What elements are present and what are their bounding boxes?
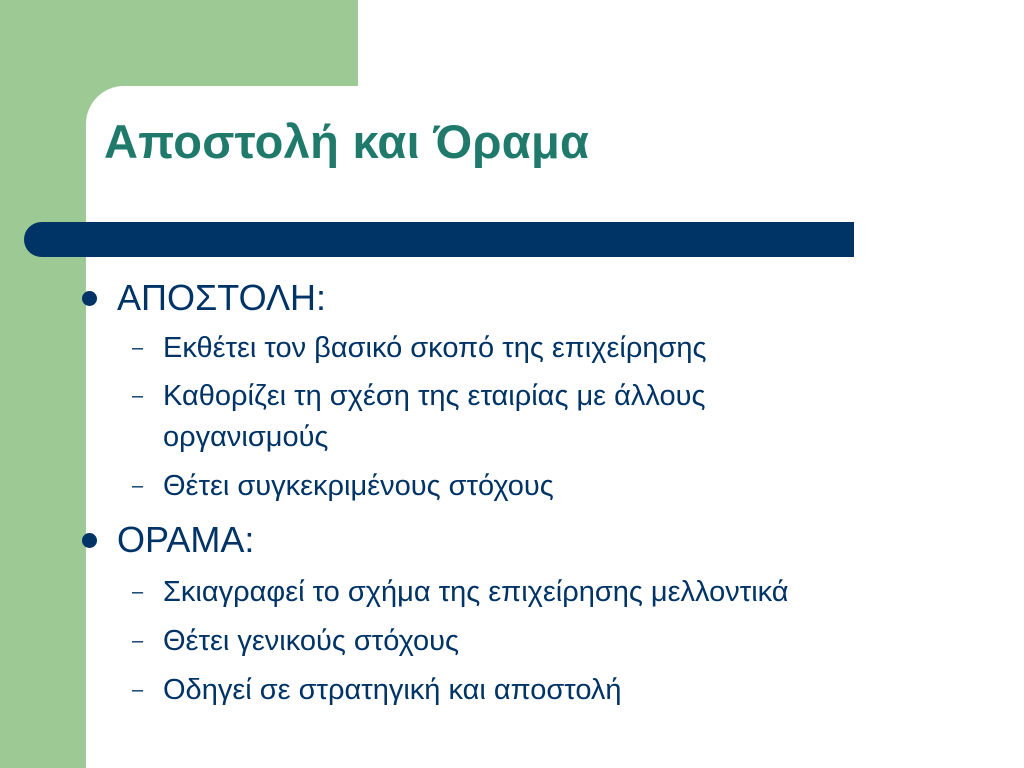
dash-icon: – xyxy=(132,475,144,497)
sub-bullet-vision-2 xyxy=(132,621,832,662)
sub-bullet-text: Καθορίζει τη σχέση της εταιρίας με άλλους οργανισμούς xyxy=(163,380,706,453)
bullet-mission xyxy=(82,278,326,318)
sub-bullet-text: Οδηγεί σε στρατηγική και αποστολή xyxy=(163,674,622,706)
bullet-vision xyxy=(82,520,254,560)
bullet-dot-icon xyxy=(82,533,97,548)
sub-bullet-mission-2 xyxy=(132,376,832,458)
bullet-mission-label: ΑΠΟΣΤΟΛΗ: xyxy=(117,277,327,318)
slide-title: Αποστολή και Όραμα xyxy=(104,115,590,168)
sub-bullet-text: Εκθέτει τον βασικό σκοπό της επιχείρησης xyxy=(163,332,707,364)
dash-icon: – xyxy=(132,385,144,407)
sub-bullet-mission-3 xyxy=(132,466,832,507)
sub-bullet-vision-1 xyxy=(132,572,832,613)
sub-bullet-vision-3 xyxy=(132,670,832,711)
bullet-dot-icon xyxy=(82,291,97,306)
dash-icon: – xyxy=(132,337,144,359)
sub-bullet-text: Θέτει συγκεκριμένους στόχους xyxy=(163,470,554,502)
sub-bullet-mission-1 xyxy=(132,328,832,369)
sub-bullet-text: Σκιαγραφεί το σχήμα της επιχείρησης μελλοντικά xyxy=(163,576,789,608)
dash-icon: – xyxy=(132,679,144,701)
dash-icon: – xyxy=(132,630,144,652)
sub-bullet-text: Θέτει γενικούς στόχους xyxy=(163,625,460,657)
dash-icon: – xyxy=(132,581,144,603)
bullet-vision-label: ΟΡΑΜΑ: xyxy=(117,519,255,560)
